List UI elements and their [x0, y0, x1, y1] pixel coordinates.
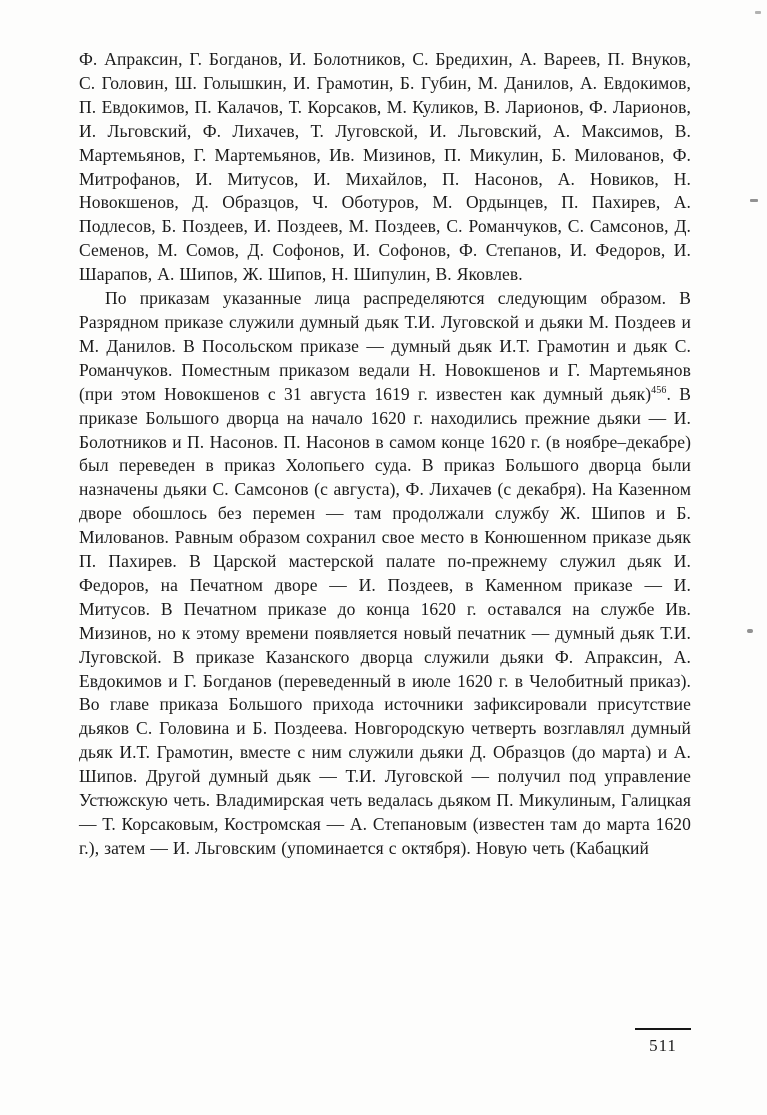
distribution-text-part2: . В приказе Большого дворца на начало 1620 г. находились прежние дьяки — И. Болотников и П. Насонов. П. Насонов в самом конце 1620 г. (в ноябре–декабре) был переведен в приказ Холопьего суда. В приказ Большого дворца были назначены дьяки С. Самсонов (с августа), Ф. Лихачев (с декабря). На Казенном дворе обошлось без перемен — там продолжали службу Ж. Шипов и Б. Милованов. Равным образом сохранил свое место в Конюшенном приказе дьяк П. Пахирев. В Царской мастерской палате по-прежнему служил дьяк И. Федоров, на Печатном дворе — И. Поздеев, в Каменном приказе — И. Митусов. В Печатном приказе до конца 1620 г. оставался на службе Ив. Мизинов, но к этому времени появляется новый печатник — думный дьяк Т.И. Луговской. В приказе Казанского дворца служили дьяки Ф. Апраксин, А. Евдокимов и Г. Богданов (переведенный в июле 1620 г. в Челобитный приказ). Во главе приказа Большого прихода источники зафиксировали присутствие дьяков С. Головина и Б. Поздеева. Новгородскую четверть возглавлял думный дьяк И.Т. Грамотин, вместе с ним служили дьяки Д. Образцов (до марта) и А. Шипов. Другой думный дьяк — Т.И. Луговской — получил под управление Устюжскую четь. Владимирская четь ведалась дьяком П. Микулиным, Галицкая — Т. Корсаковым, Костромская — А. Степановым (известен там до марта 1620 г.), затем — И. Льговским (упоминается с октября). Новую четь (Кабацкий	[79, 383, 691, 858]
scan-artifact	[747, 629, 753, 633]
footer-rule	[635, 1028, 691, 1030]
scan-artifact	[755, 11, 761, 14]
page-footer	[635, 1028, 691, 1055]
paragraph-distribution	[79, 287, 691, 861]
footnote-reference-marker: 456	[651, 384, 667, 396]
scan-artifact	[750, 199, 758, 202]
page-number: 511	[649, 1036, 677, 1055]
distribution-text-part1: По приказам указанные лица распределяются следующим образом. В Разрядном приказе служили думный дьяк Т.И. Луговской и дьяки М. Поздеев и М. Данилов. В Посольском приказе — думный дьяк И.Т. Грамотин и дьяк С. Романчуков. Поместным приказом ведали Н. Новокшенов и Г. Мартемьянов (при этом Новокшенов с 31 августа 1619 г. известен как думный дьяк)	[79, 288, 691, 404]
page-text-block	[79, 48, 691, 861]
paragraph-names-list: Ф. Апраксин, Г. Богданов, И. Болотников, С. Бредихин, А. Вареев, П. Внуков, С. Головин, Ш. Голышкин, И. Грамотин, Б. Губин, М. Данилов, А. Евдокимов, П. Евдокимов, П. Калачов, Т. Корсаков, М. Куликов, В. Ларионов, Ф. Ларионов, И. Льговский, Ф. Лихачев, Т. Луговской, И. Льговский, А. Максимов, В. Мартемьянов, Г. Мартемьянов, Ив. Мизинов, П. Микулин, Б. Милованов, Ф. Митрофанов, И. Митусов, И. Михайлов, П. Насонов, А. Новиков, Н. Новокшенов, Д. Образцов, Ч. Оботуров, М. Ордынцев, П. Пахирев, А. Подлесов, Б. Поздеев, И. Поздеев, М. Поздеев, С. Романчуков, С. Самсонов, Д. Семенов, М. Сомов, Д. Софонов, И. Софонов, Ф. Степанов, И. Федоров, И. Шарапов, А. Шипов, Ж. Шипов, Н. Шипулин, В. Яковлев.	[79, 49, 691, 285]
